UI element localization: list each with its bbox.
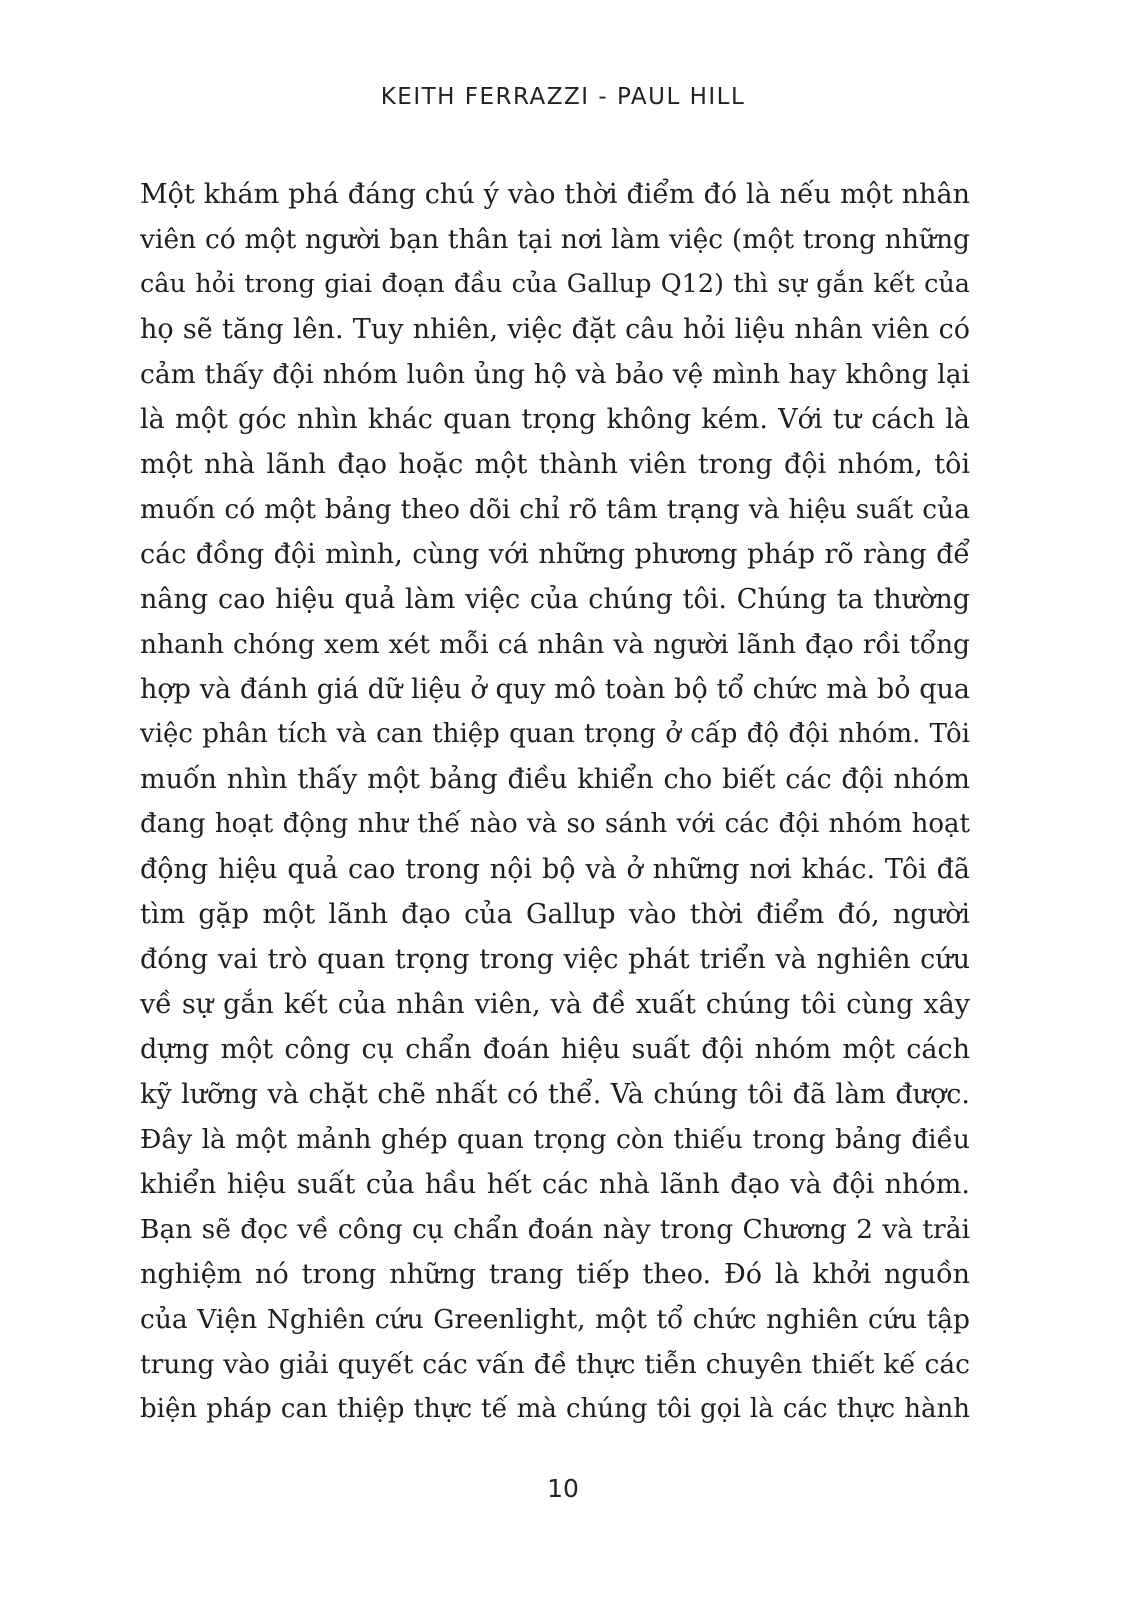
text-line: tìm gặp một lãnh đạo của Gallup vào thời điểm đó, người bbox=[140, 899, 970, 930]
text-line: hợp và đánh giá dữ liệu ở quy mô toàn bộ tổ chức mà bỏ qua bbox=[140, 674, 970, 705]
text-line: muốn nhìn thấy một bảng điều khiển cho biết các đội nhóm bbox=[140, 764, 970, 795]
text-line: trung vào giải quyết các vấn đề thực tiễn chuyên thiết kế các bbox=[140, 1349, 970, 1380]
text-line: dựng một công cụ chẩn đoán hiệu suất đội nhóm một cách bbox=[140, 1034, 970, 1065]
text-line: việc phân tích và can thiệp quan trọng ở cấp độ đội nhóm. Tôi bbox=[140, 719, 970, 749]
page-number: 10 bbox=[547, 1474, 579, 1503]
text-line: câu hỏi trong giai đoạn đầu của Gallup Q12) thì sự gắn kết của bbox=[140, 269, 970, 299]
text-line: Bạn sẽ đọc về công cụ chẩn đoán này trong Chương 2 và trải bbox=[140, 1214, 970, 1245]
text-line: kỹ lưỡng và chặt chẽ nhất có thể. Và chúng tôi đã làm được. bbox=[140, 1079, 970, 1110]
text-line: muốn có một bảng theo dõi chỉ rõ tâm trạng và hiệu suất của bbox=[140, 494, 970, 525]
text-line: về sự gắn kết của nhân viên, và đề xuất chúng tôi cùng xây bbox=[140, 989, 970, 1020]
text-line: của Viện Nghiên cứu Greenlight, một tổ chức nghiên cứu tập bbox=[140, 1304, 970, 1335]
text-line: khiển hiệu suất của hầu hết các nhà lãnh đạo và đội nhóm. bbox=[140, 1169, 970, 1200]
text-line: nhanh chóng xem xét mỗi cá nhân và người lãnh đạo rồi tổng bbox=[140, 629, 970, 660]
text-line: biện pháp can thiệp thực tế mà chúng tôi gọi là các thực hành bbox=[140, 1394, 970, 1424]
running-header: KEITH FERRAZZI - PAUL HILL bbox=[380, 84, 746, 110]
text-line: là một góc nhìn khác quan trọng không kém. Với tư cách là bbox=[140, 404, 970, 435]
text-line: nâng cao hiệu quả làm việc của chúng tôi. Chúng ta thường bbox=[140, 584, 970, 615]
body-paragraph bbox=[140, 172, 970, 1432]
text-line: đang hoạt động như thế nào và so sánh với các đội nhóm hoạt bbox=[140, 809, 970, 839]
text-line: họ sẽ tăng lên. Tuy nhiên, việc đặt câu hỏi liệu nhân viên có bbox=[140, 314, 970, 345]
text-line: cảm thấy đội nhóm luôn ủng hộ và bảo vệ mình hay không lại bbox=[140, 359, 970, 390]
text-line: đóng vai trò quan trọng trong việc phát triển và nghiên cứu bbox=[140, 944, 970, 975]
text-line: viên có một người bạn thân tại nơi làm việc (một trong những bbox=[140, 224, 970, 255]
text-line: nghiệm nó trong những trang tiếp theo. Đó là khởi nguồn bbox=[140, 1259, 970, 1290]
text-line: một nhà lãnh đạo hoặc một thành viên trong đội nhóm, tôi bbox=[140, 449, 970, 480]
text-line: Một khám phá đáng chú ý vào thời điểm đó là nếu một nhân bbox=[140, 179, 970, 210]
text-line: các đồng đội mình, cùng với những phương pháp rõ ràng để bbox=[140, 539, 970, 570]
text-line: động hiệu quả cao trong nội bộ và ở những nơi khác. Tôi đã bbox=[140, 854, 970, 885]
text-line: Đây là một mảnh ghép quan trọng còn thiếu trong bảng điều bbox=[140, 1124, 970, 1155]
